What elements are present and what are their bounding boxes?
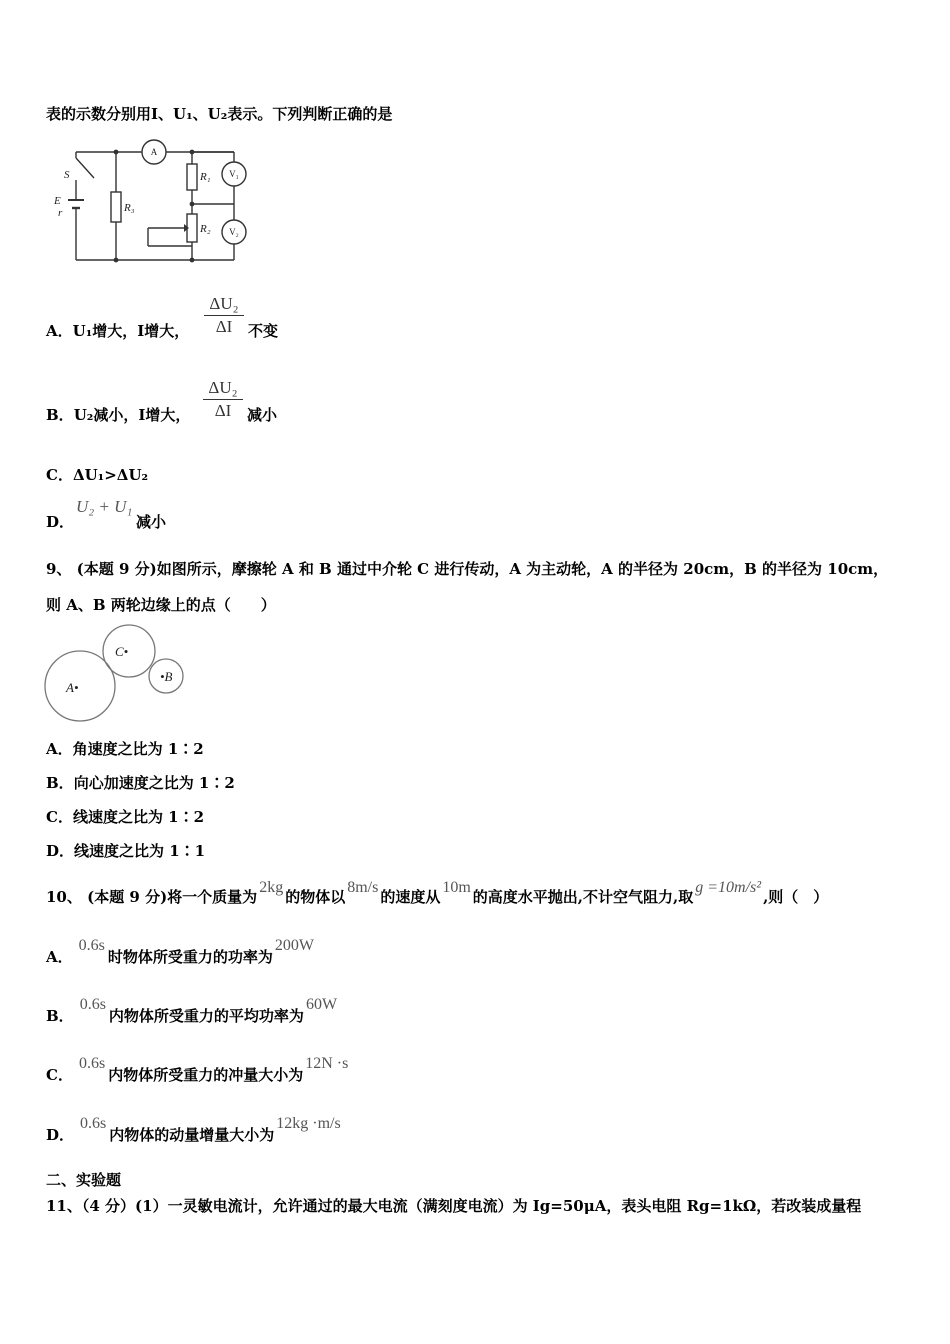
q8-option-b-fraction: [203, 378, 243, 421]
q10-option-c: [46, 1055, 350, 1085]
option-time: 0.6s: [78, 937, 105, 954]
q9-stem-line2: 则 A、B 两轮边缘上的点（ ）: [46, 596, 276, 614]
wheel-c-label: C•: [115, 644, 129, 659]
wheel-a: [45, 651, 115, 721]
option-letter: D．: [46, 842, 75, 860]
q10-option-d: [46, 1115, 343, 1145]
q9-option-a: [46, 738, 204, 759]
wheel-c: [103, 625, 155, 677]
q10-option-a: [46, 937, 316, 967]
option-letter: A．: [46, 322, 73, 340]
q10-mass: 2kg: [259, 879, 284, 896]
q10-text-5: ,则（ ）: [763, 888, 829, 906]
option-letter: D．: [46, 1126, 75, 1144]
q9-option-b: [46, 772, 235, 793]
label-switch: S: [64, 169, 70, 181]
q9-stem-line1: 9、 (本题 9 分)如图所示，摩擦轮 A 和 B 通过中介轮 C 进行传动，A 为主动轮，A 的半径为 20cm，B 的半径为 10cm，: [46, 560, 889, 578]
option-text: 线速度之比为 1∶2: [72, 808, 205, 826]
label-internal-r: r: [58, 207, 63, 219]
q8-option-b: [46, 404, 190, 425]
option-time: 0.6s: [80, 1115, 107, 1132]
q10-text-3: 的速度从: [380, 888, 441, 906]
option-letter: C．: [46, 466, 73, 484]
option-text: 角速度之比为 1∶2: [72, 740, 204, 758]
option-text: U₁增大，I增大，: [72, 322, 190, 340]
option-value: 12N ·s: [305, 1055, 349, 1072]
option-text: 内物体的动量增量大小为: [109, 1126, 275, 1144]
option-text: 内物体所受重力的平均功率为: [108, 1007, 304, 1025]
q10-height: 10m: [442, 879, 471, 896]
q8-option-c: [46, 464, 148, 485]
ammeter-symbol: A: [150, 147, 158, 157]
q8-option-a-tail: 不变: [248, 322, 279, 340]
q11-stem: 11、（4 分）(1）一灵敏电流计，允许通过的最大电流（满刻度电流）为 Ig=50μA，表头电阻 Rg=1kΩ，若改装成量程: [46, 1197, 862, 1215]
option-letter: A．: [46, 948, 73, 966]
label-r2: R₂: [200, 223, 211, 235]
option-value: 60W: [305, 996, 338, 1013]
label-r1: R₁: [200, 171, 211, 183]
option-time: 0.6s: [78, 1055, 106, 1072]
fraction-numerator: ΔU₂: [208, 378, 238, 397]
q10-text-4: 的高度水平抛出,不计空气阻力,取: [472, 888, 694, 906]
option-time: 0.6s: [79, 996, 106, 1013]
q9-option-c: [46, 806, 204, 827]
option-letter: C．: [46, 808, 73, 826]
option-letter: B．: [46, 1007, 74, 1025]
option-text: 时物体所受重力的功率为: [107, 948, 273, 966]
circuit-diagram: [50, 136, 250, 268]
option-text: 向心加速度之比为 1∶2: [73, 774, 235, 792]
option-text: U₂减小，I增大，: [73, 406, 191, 424]
q8-option-a-fraction: [204, 294, 244, 337]
option-letter: B．: [46, 774, 74, 792]
voltmeter-v2-symbol: V₂: [229, 227, 239, 237]
q10-option-b: [46, 996, 339, 1026]
label-emf: E: [54, 195, 61, 207]
option-value: 12kg ·m/s: [276, 1115, 341, 1132]
q10-gravity: g =10m/s²: [695, 879, 762, 896]
label-r3: R₃: [124, 202, 135, 214]
intro-text: 表的示数分别用I、U₁、U₂表示。下列判断正确的是: [46, 105, 393, 123]
wheel-a-label: A•: [66, 680, 79, 695]
fraction-denominator: ΔI: [215, 317, 233, 336]
q8-option-d-letter: D．: [46, 513, 75, 531]
q8-option-b-tail: 减小: [247, 406, 278, 424]
option-letter: C．: [46, 1066, 73, 1084]
q10-text-1: 10、 (本题 9 分)将一个质量为: [46, 888, 258, 906]
q8-option-d-tail: 减小: [136, 513, 167, 531]
wheel-b-label: •B: [160, 669, 173, 684]
option-letter: A．: [46, 740, 73, 758]
option-value: 200W: [274, 937, 314, 954]
fraction-numerator: ΔU₂: [209, 294, 239, 313]
option-letter: B．: [46, 406, 74, 424]
q9-option-d: [46, 840, 205, 861]
friction-wheels-diagram: [42, 622, 188, 724]
q8-option-a: [46, 320, 189, 341]
section-title: 二、实验题: [46, 1171, 122, 1189]
q10-stem: [46, 879, 829, 907]
option-text: ΔU₁>ΔU₂: [72, 466, 149, 484]
q10-speed: 8m/s: [347, 879, 379, 896]
q8-option-d-expr: U₂ + U₁: [76, 497, 133, 516]
option-text: 内物体所受重力的冲量大小为: [108, 1066, 304, 1084]
voltmeter-v1-symbol: V₁: [229, 169, 239, 179]
q10-text-2: 的物体以: [285, 888, 346, 906]
fraction-denominator: ΔI: [214, 401, 232, 420]
option-text: 线速度之比为 1∶1: [74, 842, 206, 860]
